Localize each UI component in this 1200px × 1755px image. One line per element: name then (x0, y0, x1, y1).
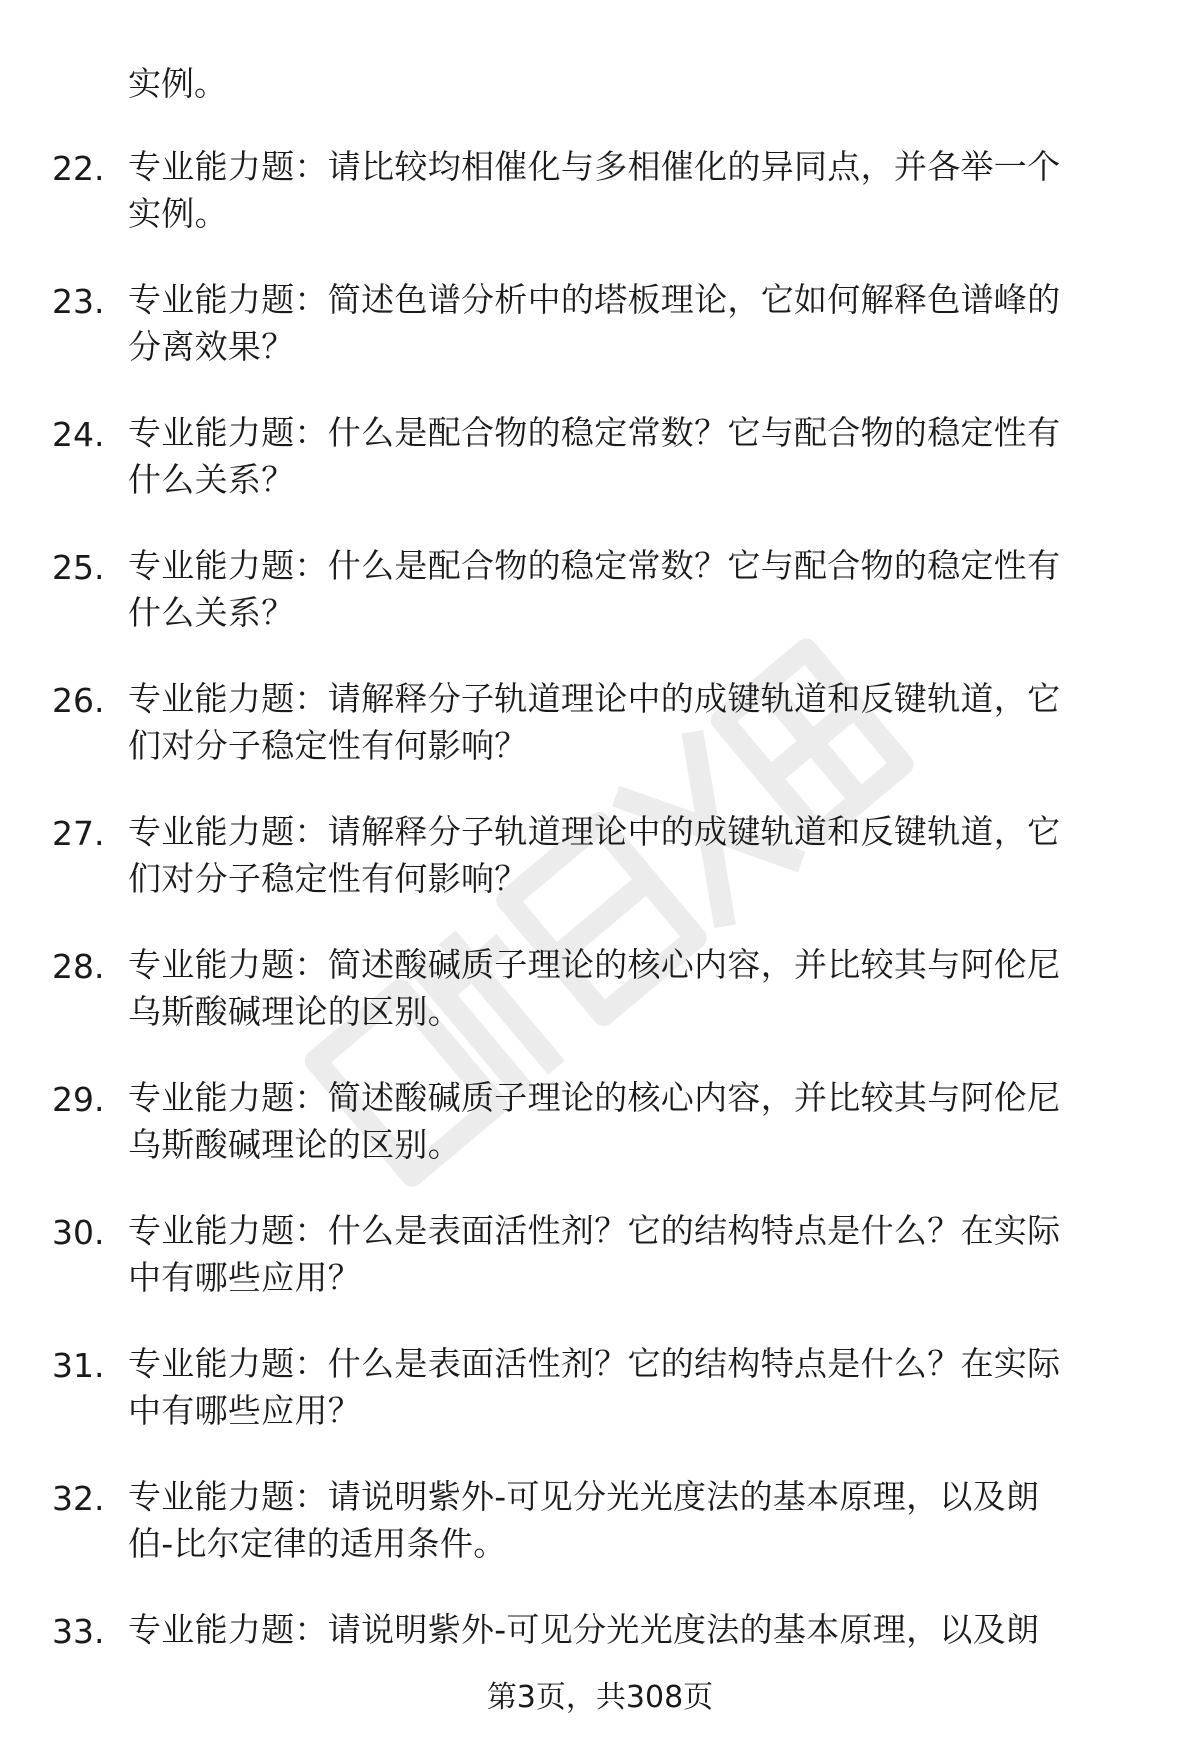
question-line: 专业能力题：请说明紫外-可见分光光度法的基本原理，以及朗 (128, 1477, 1040, 1516)
question-text (128, 143, 1138, 237)
list-item (0, 1473, 1200, 1606)
question-text (128, 1207, 1138, 1301)
question-number: 27. (52, 814, 105, 853)
list-item (0, 675, 1200, 808)
question-text (128, 1340, 1138, 1434)
question-line: 中有哪些应用？ (128, 1391, 362, 1430)
list-item (0, 143, 1200, 276)
question-line: 专业能力题：请比较均相催化与多相催化的异同点，并各举一个 (128, 147, 1061, 186)
question-number: 28. (52, 947, 105, 986)
question-number: 25. (52, 548, 105, 587)
question-text (128, 1606, 1138, 1653)
question-number: 30. (52, 1213, 105, 1252)
list-item (0, 941, 1200, 1074)
question-text (128, 1074, 1138, 1168)
question-line: 们对分子稳定性有何影响？ (128, 726, 528, 765)
question-line: 专业能力题：什么是配合物的稳定常数？它与配合物的稳定性有 (128, 413, 1061, 452)
question-list (0, 143, 1200, 1739)
question-line: 专业能力题：请解释分子轨道理论中的成键轨道和反键轨道，它 (128, 812, 1061, 851)
question-number: 33. (52, 1612, 105, 1651)
question-line: 专业能力题：请解释分子轨道理论中的成键轨道和反键轨道，它 (128, 679, 1061, 718)
list-item (0, 1074, 1200, 1207)
question-line: 什么关系？ (128, 593, 295, 632)
list-item (0, 1207, 1200, 1340)
question-number: 26. (52, 681, 105, 720)
question-text (128, 542, 1138, 636)
list-item (0, 1606, 1200, 1739)
question-line: 专业能力题：简述色谱分析中的塔板理论，它如何解释色谱峰的 (128, 280, 1061, 319)
question-text (128, 1473, 1138, 1567)
question-line: 乌斯酸碱理论的区别。 (128, 1125, 461, 1164)
question-number: 24. (52, 415, 105, 454)
question-line: 专业能力题：什么是表面活性剂？它的结构特点是什么？在实际 (128, 1344, 1061, 1383)
question-line: 分离效果？ (128, 327, 295, 366)
page-number-label: 第3页，共308页 (486, 1680, 714, 1715)
question-line: 中有哪些应用？ (128, 1258, 362, 1297)
question-line: 专业能力题：请说明紫外-可见分光光度法的基本原理，以及朗 (128, 1610, 1040, 1649)
question-text (128, 941, 1138, 1035)
question-number: 23. (52, 282, 105, 321)
question-text (128, 409, 1138, 503)
question-line: 乌斯酸碱理论的区别。 (128, 992, 461, 1031)
question-line: 专业能力题：什么是配合物的稳定常数？它与配合物的稳定性有 (128, 546, 1061, 585)
continued-text: 实例。 (128, 64, 227, 103)
question-line: 专业能力题：简述酸碱质子理论的核心内容，并比较其与阿伦尼 (128, 945, 1061, 984)
list-item (0, 276, 1200, 409)
question-text (128, 276, 1138, 370)
list-item (0, 409, 1200, 542)
question-line: 什么关系？ (128, 460, 295, 499)
question-number: 31. (52, 1346, 105, 1385)
question-number: 29. (52, 1080, 105, 1119)
question-line: 专业能力题：简述酸碱质子理论的核心内容，并比较其与阿伦尼 (128, 1078, 1061, 1117)
question-line: 实例。 (128, 194, 228, 233)
list-item (0, 808, 1200, 941)
question-text (128, 675, 1138, 769)
question-text (128, 808, 1138, 902)
list-item (0, 1340, 1200, 1473)
question-line: 伯-比尔定律的适用条件。 (128, 1524, 507, 1563)
list-item (0, 542, 1200, 675)
question-line: 专业能力题：什么是表面活性剂？它的结构特点是什么？在实际 (128, 1211, 1061, 1250)
page-footer (0, 1678, 1200, 1718)
question-number: 22. (52, 149, 105, 188)
question-line: 们对分子稳定性有何影响？ (128, 859, 528, 898)
question-number: 32. (52, 1479, 105, 1518)
